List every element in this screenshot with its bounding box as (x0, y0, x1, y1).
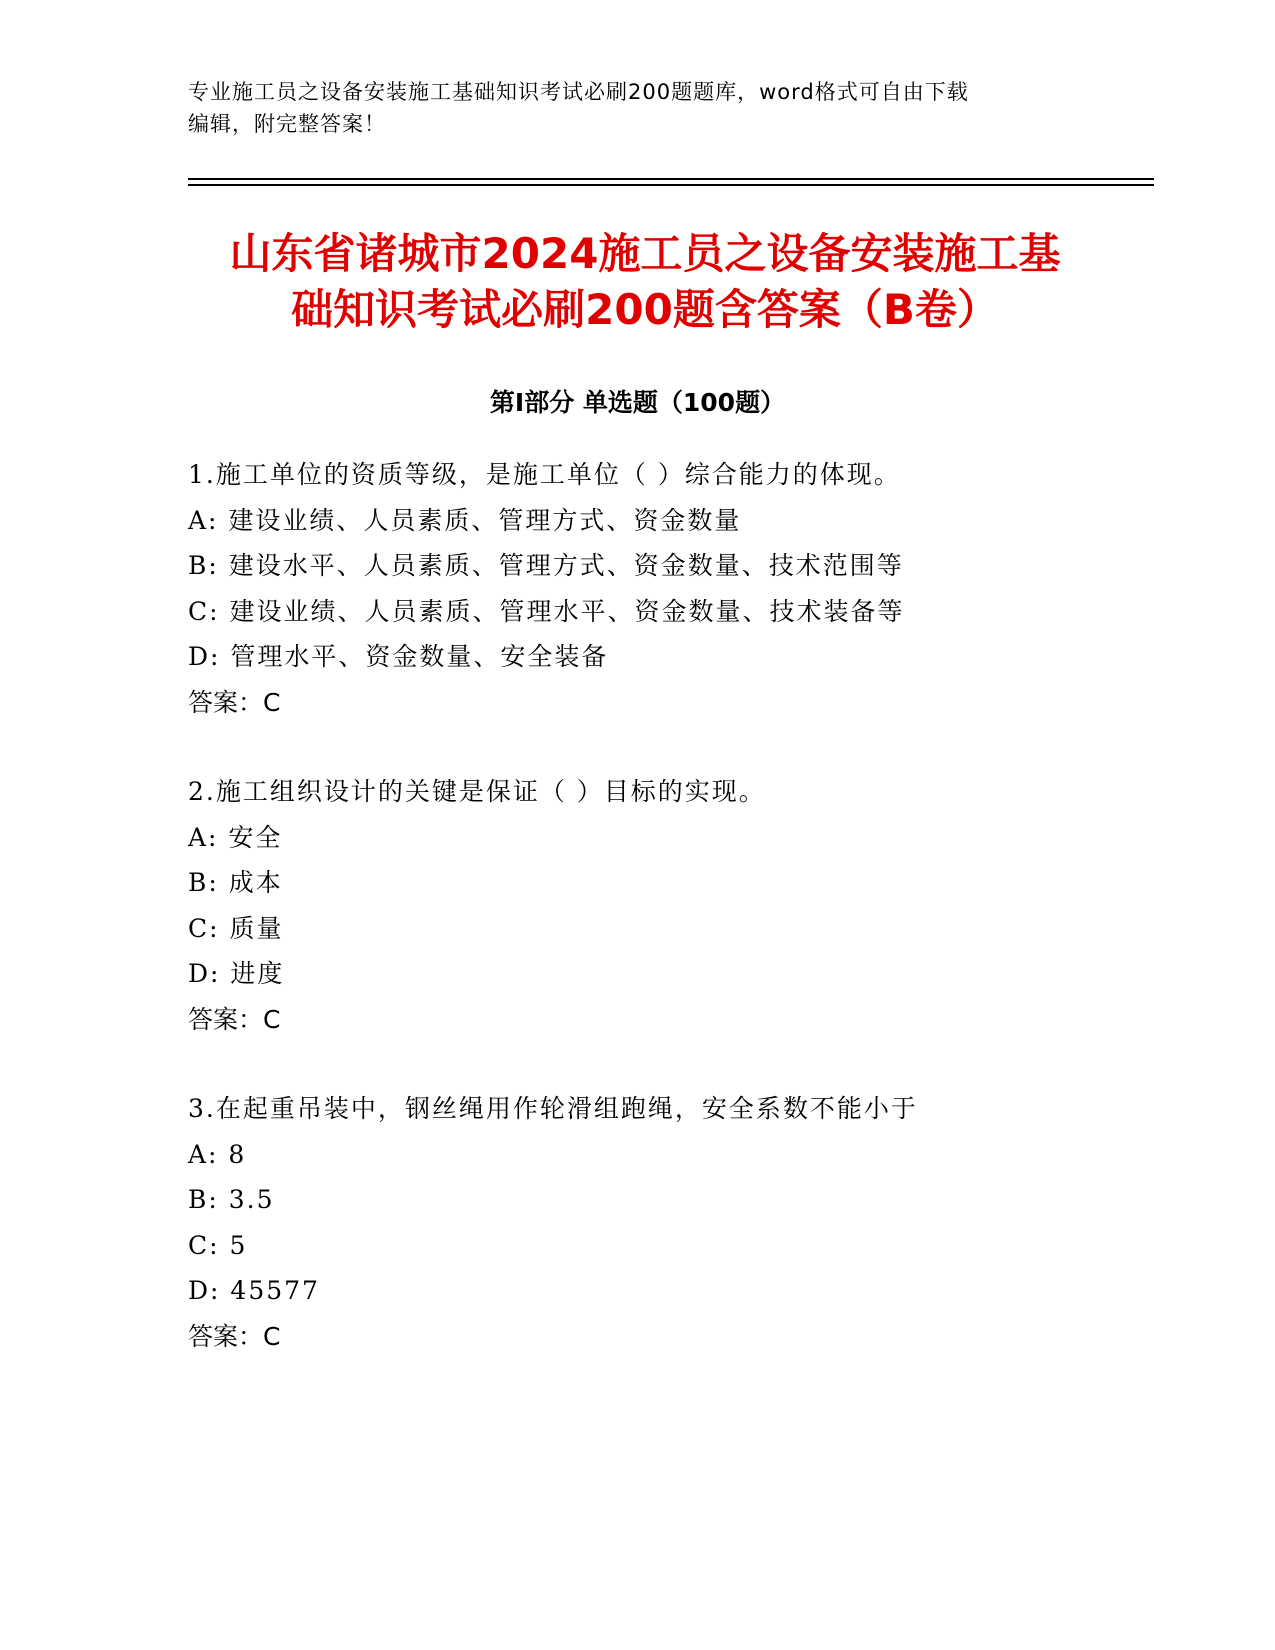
document-title (150, 226, 1140, 338)
document-header-note (188, 76, 1088, 140)
question-stem: 3.在起重吊装中，钢丝绳用作轮滑组跑绳，安全系数不能小于 (188, 1094, 918, 1123)
question-option-d: D: 45577 (188, 1276, 320, 1305)
question-stem: 2.施工组织设计的关键是保证（ ）目标的实现。 (188, 777, 766, 806)
question-option-a: A: 建设业绩、人员素质、管理方式、资金数量 (188, 505, 742, 535)
header-divider-bottom (188, 184, 1154, 186)
question-option-b: B: 3.5 (188, 1185, 275, 1214)
question-2 (188, 769, 1148, 1042)
document-title-line-1: 山东省诸城市2024施工员之设备安装施工基 (229, 229, 1061, 278)
question-answer: 答案：C (188, 687, 281, 717)
question-option-d: D: 管理水平、资金数量、安全装备 (188, 642, 609, 671)
question-1 (188, 452, 1148, 725)
section-heading: 第Ⅰ部分 单选题（100题） (489, 388, 786, 417)
question-answer: 答案：C (188, 1321, 281, 1351)
header-note-line-1: 专业施工员之设备安装施工基础知识考试必刷200题题库，word格式可自由下载 (188, 80, 969, 104)
question-option-a: A: 8 (188, 1139, 247, 1169)
question-3 (188, 1086, 1148, 1359)
question-answer: 答案：C (188, 1004, 281, 1034)
question-option-c: C: 5 (188, 1230, 248, 1260)
question-option-c: C: 建设业绩、人员素质、管理水平、资金数量、技术装备等 (188, 596, 905, 626)
question-option-c: C: 质量 (188, 913, 284, 943)
header-note-line-2: 编辑，附完整答案！ (188, 112, 386, 136)
question-option-b: B: 建设水平、人员素质、管理方式、资金数量、技术范围等 (188, 551, 904, 580)
question-option-d: D: 进度 (188, 959, 285, 988)
document-title-line-2: 础知识考试必刷200题含答案（B卷） (291, 285, 999, 334)
question-option-b: B: 成本 (188, 868, 283, 897)
header-divider-top (188, 178, 1154, 180)
question-stem: 1.施工单位的资质等级，是施工单位（ ）综合能力的体现。 (188, 460, 901, 489)
question-option-a: A: 安全 (188, 822, 283, 852)
